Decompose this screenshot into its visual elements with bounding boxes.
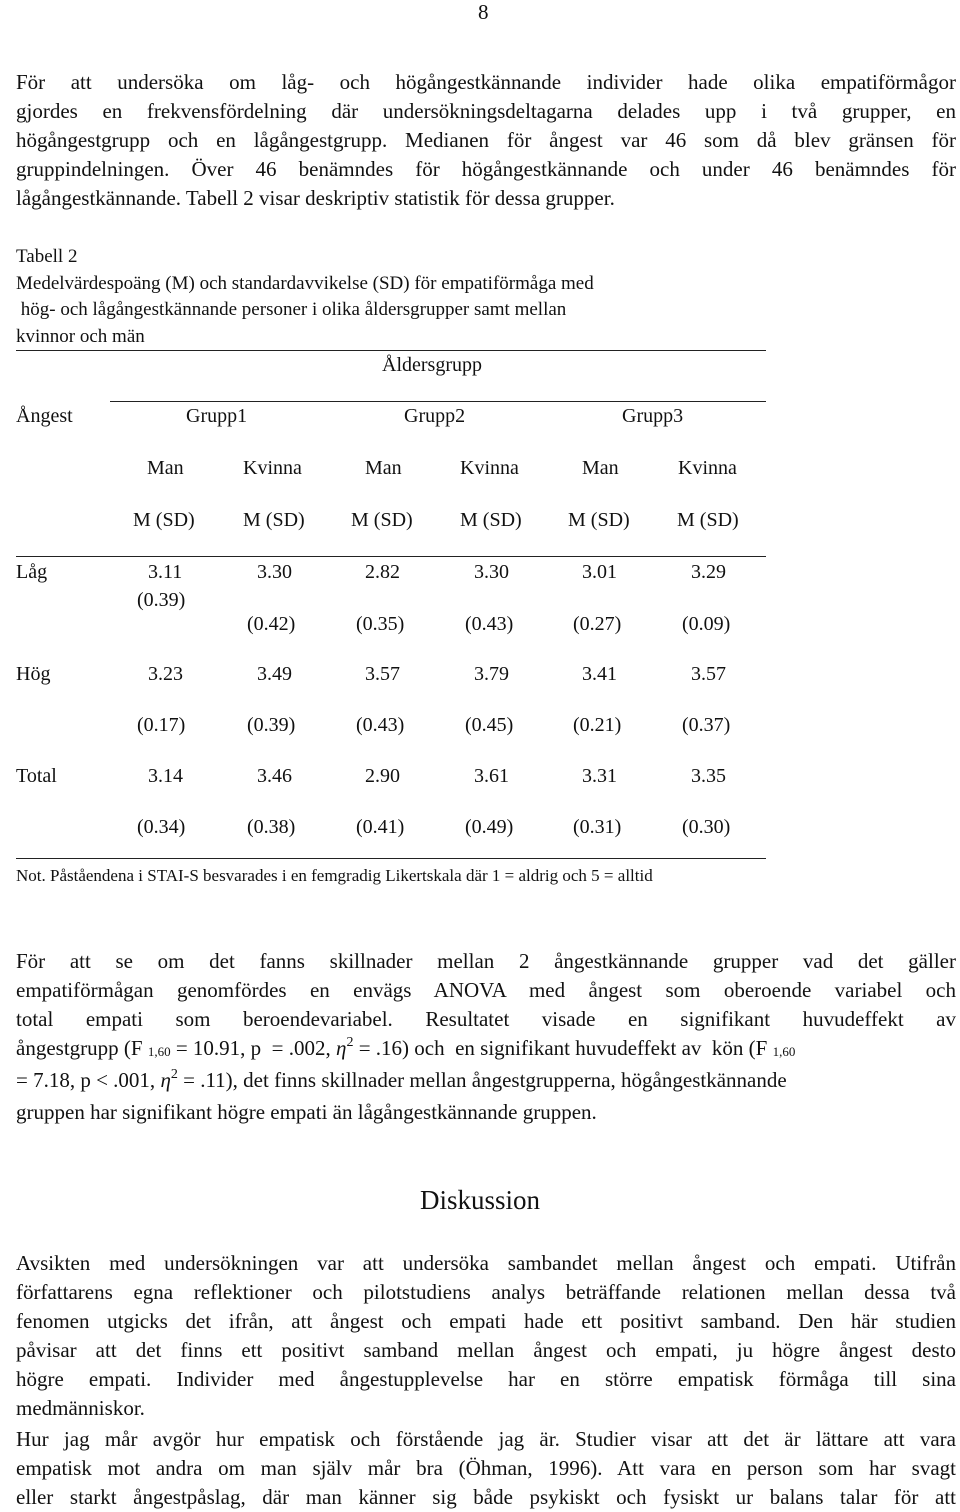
anova-text: = .11), det finns skillnader mellan ångestgrupperna, högångestkännande: [177, 1068, 787, 1092]
table-cell-mean: 3.29: [691, 561, 726, 583]
discussion-line: högre empati. Individer med ångestupplevelse har en större empatisk förmåga till sina: [16, 1367, 956, 1391]
anova-text: ångestgrupp (F: [16, 1036, 148, 1060]
group-header-2: Grupp2: [404, 405, 466, 427]
table-note-text: Påståendena i STAI-S besvarades i en femgradig Likertskala där 1 = aldrig och 5 = alltid: [45, 866, 653, 885]
anova-line: För att se om det fanns skillnader mellan 2 ångestkännande grupper vad det gäller: [16, 949, 956, 973]
anova-text: = 10.91, p = .002,: [170, 1036, 337, 1060]
table-cell-mean: 3.01: [582, 561, 617, 583]
table-caption-line: kvinnor och män: [16, 326, 145, 347]
table-cell-sd: (0.39): [247, 714, 296, 736]
table-group-rule: [110, 401, 766, 402]
stat-label: M (SD): [133, 509, 195, 531]
intro-line: gjordes en frekvensfördelning där undersökningsdeltagarna delades upp i två grupper, en: [16, 99, 956, 123]
page-number: 8: [478, 0, 489, 24]
table-cell-sd: (0.45): [465, 714, 514, 736]
table-cell-mean: 3.46: [257, 765, 292, 787]
intro-line: högångestgrupp och en lågångestgrupp. Medianen för ångest var 46 som då blev gränsen för: [16, 128, 956, 152]
discussion-line: Avsikten med undersökningen var att undersöka sambandet mellan ångest och empati. Utifrån: [16, 1251, 956, 1275]
sex-header: Kvinna: [460, 457, 519, 479]
closing-paragraph: [16, 1425, 956, 1512]
sex-header: Kvinna: [678, 457, 737, 479]
table-cell-mean: 3.57: [365, 663, 400, 685]
table-top-rule: [16, 350, 766, 351]
df-subscript: 1,60: [147, 1044, 171, 1059]
intro-line: lågångestkännande. Tabell 2 visar deskriptiv statistik för dessa grupper.: [16, 186, 615, 210]
table-cell-sd: (0.09): [682, 613, 731, 635]
table-note: [16, 866, 653, 886]
intro-paragraph: [16, 68, 956, 213]
discussion-line: påvisar att det finns ett positivt samband mellan ångest och empati, ju högre ångest desto: [16, 1338, 956, 1362]
table-cell-sd: (0.42): [247, 613, 296, 635]
sex-header: Man: [147, 457, 184, 479]
table-cell-sd: (0.34): [137, 816, 186, 838]
table-header-rule: [16, 556, 766, 557]
table-note-prefix: Not.: [16, 866, 46, 885]
discussion-line: medmänniskor.: [16, 1396, 145, 1420]
table-cell-sd: (0.39): [137, 589, 186, 611]
anova-line: [16, 1034, 956, 1066]
intro-line: gruppindelningen. Över 46 benämndes för högångestkännande och under 46 benämndes för: [16, 157, 956, 181]
table-cell-mean: 3.49: [257, 663, 292, 685]
stat-label: M (SD): [568, 509, 630, 531]
squared-superscript: 2: [346, 1035, 354, 1050]
row-label-low: Låg: [16, 561, 48, 583]
df-subscript: 1,60: [772, 1044, 796, 1059]
table-cell-mean: 3.14: [148, 765, 183, 787]
anxiety-header: Ångest: [16, 405, 73, 427]
stat-label: M (SD): [460, 509, 522, 531]
eta-symbol: η: [160, 1068, 171, 1092]
table-cell-mean: 3.30: [257, 561, 292, 583]
table-label: Tabell 2: [16, 246, 78, 267]
table-cell-sd: (0.41): [356, 816, 405, 838]
anova-text: = 7.18, p < .001,: [16, 1068, 161, 1092]
closing-line: empatisk mot andra om man själv mår bra (Öhman, 1996). Att vara en person som har svagt: [16, 1456, 956, 1480]
table-cell-sd: (0.21): [573, 714, 622, 736]
anova-text: = .16) och en signifikant huvudeffekt av kön (F: [353, 1036, 773, 1060]
table-cell-mean: 3.41: [582, 663, 617, 685]
anova-line: empatiförmågan genomfördes en envägs ANOVA med ångest som oberoende variabel och: [16, 978, 956, 1002]
sex-header: Kvinna: [243, 457, 302, 479]
stat-label: M (SD): [677, 509, 739, 531]
eta-symbol: η: [336, 1036, 347, 1060]
closing-line: Hur jag mår avgör hur empatisk och förstående jag är. Studier visar att det är lättare att vara: [16, 1427, 956, 1451]
intro-line: För att undersöka om låg- och högångestkännande individer hade olika empatiförmågor: [16, 70, 956, 94]
table-cell-sd: (0.43): [465, 613, 514, 635]
table-cell-sd: (0.43): [356, 714, 405, 736]
discussion-line: fenomen utgicks det ifrån, att ångest och empati hade ett positivt samband. Den här studien: [16, 1309, 956, 1333]
anova-paragraph: [16, 947, 956, 1127]
row-label-high: Hög: [16, 663, 51, 685]
table-cell-mean: 3.35: [691, 765, 726, 787]
table-cell-mean: 3.11: [148, 561, 183, 583]
stat-label: M (SD): [351, 509, 413, 531]
squared-superscript: 2: [170, 1067, 178, 1082]
table-cell-mean: 3.30: [474, 561, 509, 583]
table-cell-mean: 2.90: [365, 765, 400, 787]
table-cell-sd: (0.49): [465, 816, 514, 838]
group-header-3: Grupp3: [622, 405, 684, 427]
table-caption-line: hög- och lågångestkännande personer i olika åldersgrupper samt mellan: [16, 299, 567, 320]
table-cell-mean: 3.79: [474, 663, 509, 685]
anova-line: total empati som beroendevariabel. Resultatet visade en signifikant huvudeffekt av: [16, 1007, 956, 1031]
table-cell-sd: (0.35): [356, 613, 405, 635]
age-group-spanner: Åldersgrupp: [382, 354, 482, 376]
row-label-total: Total: [16, 765, 57, 787]
sex-header: Man: [582, 457, 619, 479]
table-cell-mean: 3.31: [582, 765, 617, 787]
discussion-paragraph: [16, 1249, 956, 1423]
table-cell-sd: (0.31): [573, 816, 622, 838]
table-cell-sd: (0.17): [137, 714, 186, 736]
table-cell-mean: 2.82: [365, 561, 400, 583]
sex-header: Man: [365, 457, 402, 479]
table-cell-sd: (0.37): [682, 714, 731, 736]
table-cell-mean: 3.61: [474, 765, 509, 787]
closing-line: eller starkt ångestpåslag, där man känner sig både psykiskt och fysiskt ur balans talar för att: [16, 1485, 956, 1509]
table-cell-sd: (0.38): [247, 816, 296, 838]
discussion-line: författarens egna reflektioner och pilotstudiens analys beträffande relationen mellan dessa två: [16, 1280, 956, 1304]
table-cell-mean: 3.57: [691, 663, 726, 685]
table-cell-mean: 3.23: [148, 663, 183, 685]
table-caption-line: Medelvärdespoäng (M) och standardavvikelse (SD) för empatiförmåga med: [16, 273, 594, 294]
section-heading: Diskussion: [419, 1185, 541, 1215]
group-header-1: Grupp1: [186, 405, 248, 427]
table-cell-sd: (0.30): [682, 816, 731, 838]
table-cell-sd: (0.27): [573, 613, 622, 635]
anova-line: [16, 1066, 956, 1098]
table-bottom-rule: [16, 858, 766, 859]
stat-label: M (SD): [243, 509, 305, 531]
anova-line: gruppen har signifikant högre empati än lågångestkännande gruppen.: [16, 1100, 597, 1124]
